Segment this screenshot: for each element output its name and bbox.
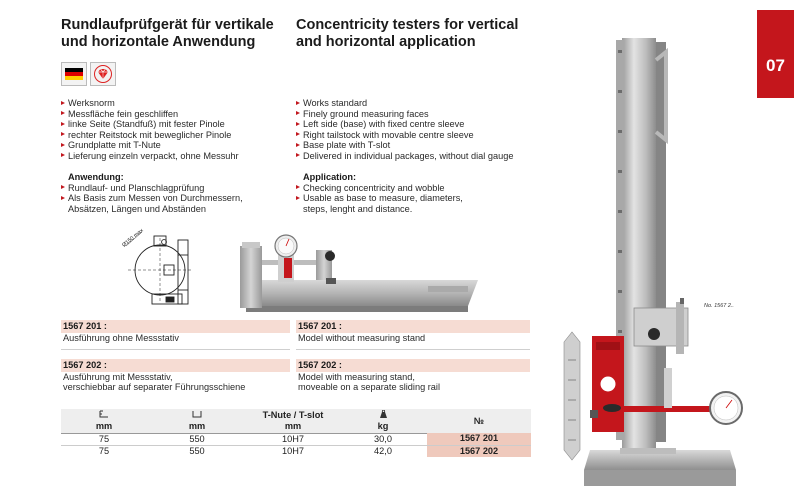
features-en	[296, 98, 536, 162]
list-item: Rundlauf- und Planschlagprüfung	[61, 183, 291, 194]
ref-section-en	[296, 320, 530, 393]
list-item: Werksnorm	[61, 98, 291, 109]
list-item: Grundplatte mit T-Nute	[61, 140, 291, 151]
title-en	[296, 17, 536, 51]
list-item: Messfläche fein geschliffen	[61, 109, 291, 120]
table-cell: 42,0	[374, 445, 392, 456]
chapter-tab[interactable]	[757, 10, 794, 98]
list-item: Lieferung einzeln verpackt, ohne Messuhr	[61, 151, 291, 162]
title-en-line2: and horizontal application	[296, 34, 476, 50]
table-header-tslot: T-Nute / T-slot	[247, 409, 339, 421]
list-item: Right tailstock with movable centre sleeve	[296, 130, 536, 141]
list-item: Finely ground measuring faces	[296, 109, 536, 120]
table-cell: 30,0	[374, 433, 392, 444]
list-item: Usable as base to measure, diameters, steps, lenght and distance.	[296, 193, 536, 214]
list-item: Base plate with T-slot	[296, 140, 536, 151]
table-cell: 10H7	[282, 433, 304, 444]
ref2-desc-de-line1: Ausführung mit Messstativ,	[63, 371, 173, 382]
photo-label: No. 1567 2..	[704, 303, 734, 309]
list-item: linke Seite (Standfuß) mit fester Pinole	[61, 119, 291, 130]
ref-section-de	[61, 320, 290, 393]
chapter-tab-label: 07	[766, 56, 785, 75]
table-header-row	[61, 409, 531, 421]
ref1-code-en: 1567 201 :	[296, 320, 530, 333]
ref2-desc-de-line2: verschiebbar auf separater Führungsschiene	[63, 382, 246, 393]
technical-drawing	[118, 220, 208, 312]
title-en-line1: Concentricity testers for vertical	[296, 17, 519, 33]
application-heading-en: Application:	[303, 172, 357, 182]
length-icon	[147, 409, 247, 421]
list-item: Works standard	[296, 98, 536, 109]
table-cell: 550	[189, 433, 205, 444]
table-row	[61, 433, 531, 445]
table-row	[61, 445, 531, 457]
features-de	[61, 98, 291, 162]
list-item: rechter Reitstock mit beweglicher Pinole	[61, 130, 291, 141]
flange-width-icon	[61, 409, 147, 421]
table-header-unit: mm	[147, 421, 247, 433]
spec-table	[61, 409, 531, 457]
title-de	[61, 17, 291, 51]
list-item: Delivered in individual packages, without dial gauge	[296, 151, 536, 162]
ref2-code-de: 1567 202 :	[61, 359, 290, 372]
horizontal-tester-photo	[228, 208, 490, 316]
table-header-unit: mm	[61, 421, 147, 433]
table-cell: 75	[98, 445, 110, 456]
table-cell: 75	[98, 433, 110, 444]
ref1-desc-en: Model without measuring stand	[298, 333, 426, 343]
ref1-code-de: 1567 201 :	[61, 320, 290, 333]
table-header-unit: mm	[247, 421, 339, 433]
vertical-stand-photo	[560, 30, 750, 492]
list-item: Als Basis zum Messen von Durchmessern, Absätzen, Längen und Abständen	[61, 193, 291, 214]
ref1-desc-de: Ausführung ohne Messstativ	[63, 333, 179, 343]
table-header-number: №	[427, 409, 531, 433]
table-cell-article: 1567 202	[427, 445, 531, 457]
table-cell: 10H7	[282, 445, 304, 456]
list-item: Left side (base) with fixed centre sleeve	[296, 119, 536, 130]
ref2-desc-en-line1: Model with measuring stand,	[298, 371, 415, 382]
drawing-label: Ø150 max	[121, 227, 145, 249]
table-cell: 550	[189, 445, 205, 456]
application-heading-de: Anwendung:	[68, 172, 124, 182]
title-de-line2: und horizontale Anwendung	[61, 34, 256, 50]
list-item: Checking concentricity and wobble	[296, 183, 536, 194]
title-de-line1: Rundlaufprüfgerät für vertikale	[61, 17, 274, 33]
german-flag-icon	[61, 62, 87, 86]
table-header-unit: kg	[339, 421, 427, 433]
weight-icon	[339, 409, 427, 421]
diamond-icon	[90, 62, 116, 86]
ref2-code-en: 1567 202 :	[296, 359, 530, 372]
table-cell-article: 1567 201	[427, 433, 531, 445]
ref2-desc-en-line2: moveable on a separate sliding rail	[298, 382, 440, 393]
